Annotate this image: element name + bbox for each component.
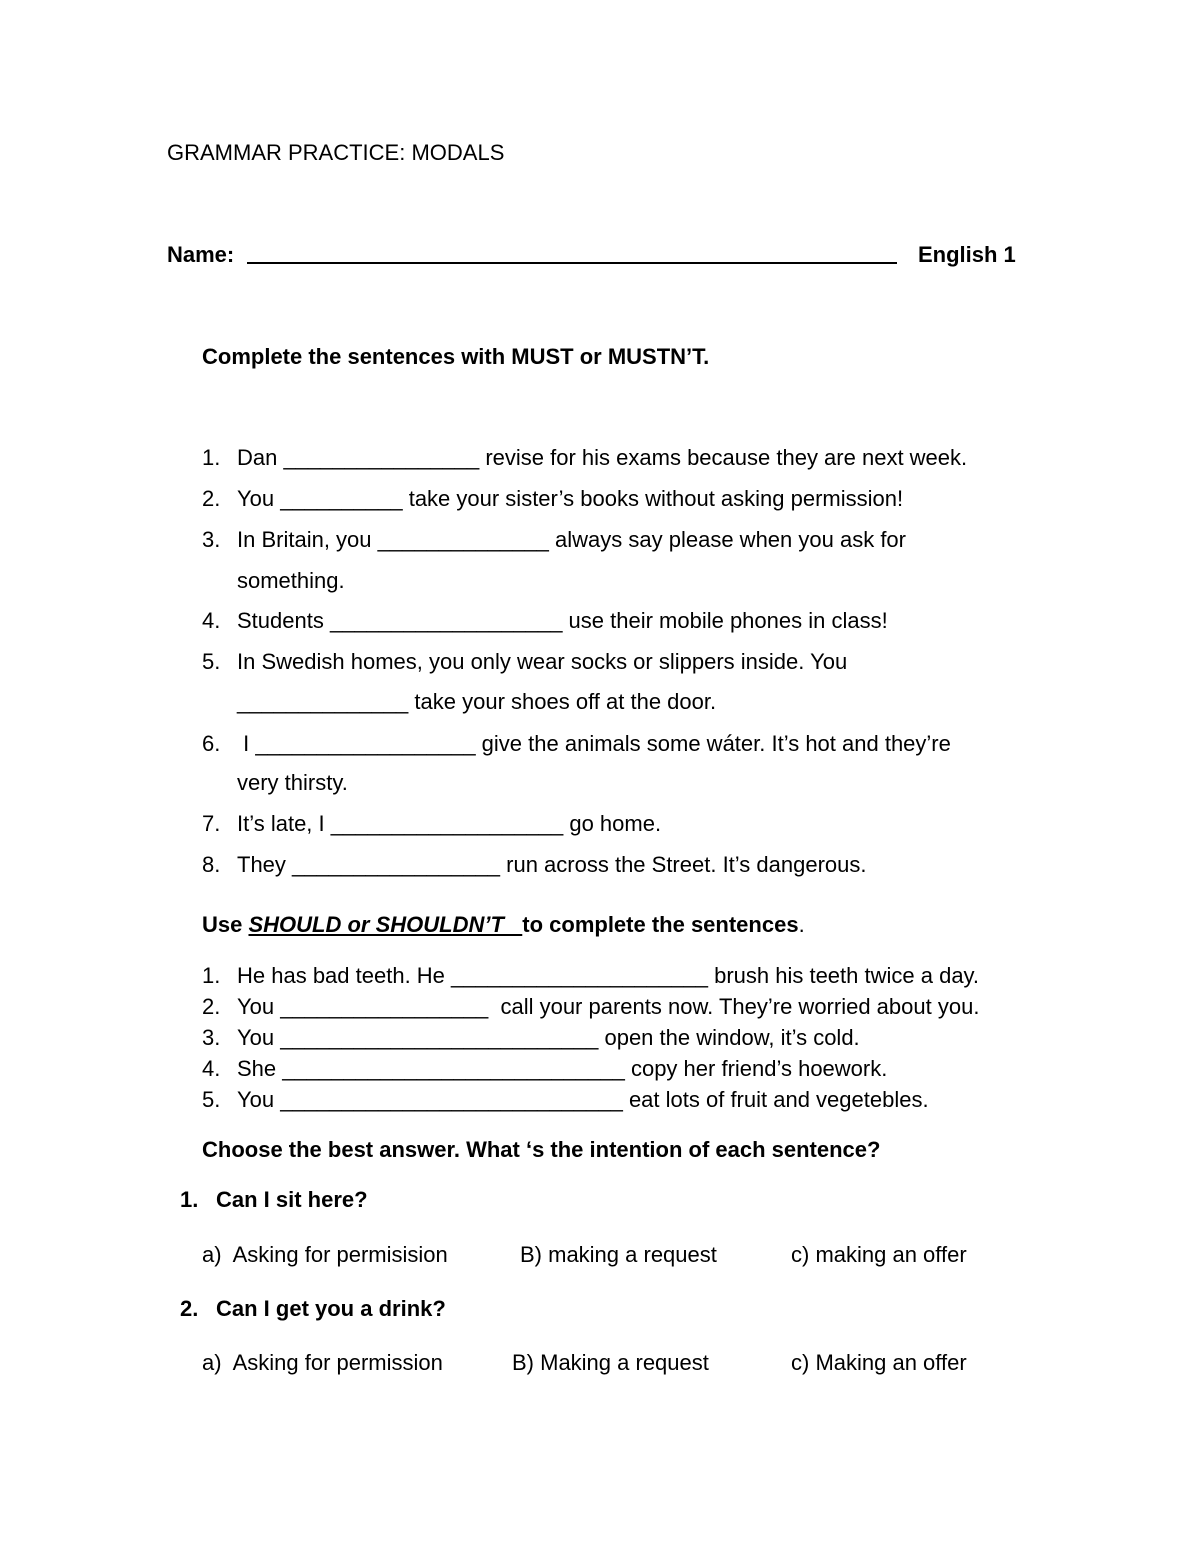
item-text: Students ___________________ use their mobile phones in class! — [237, 608, 888, 633]
heading-period: . — [798, 912, 805, 937]
name-label: Name: — [167, 242, 235, 267]
option-b: B) Making a request — [512, 1350, 709, 1375]
item-text-continued: very thirsty. — [237, 770, 348, 795]
item-number: 4. — [202, 608, 221, 633]
option-a: a) Asking for permission — [202, 1350, 443, 1375]
item-number: 3. — [202, 1025, 221, 1050]
item-number: 2. — [202, 994, 221, 1019]
heading-emphasis: SHOULD or SHOULDN’T — [248, 912, 523, 937]
item-text: You __________________________ open the window, it’s cold. — [237, 1025, 860, 1050]
option-a: a) Asking for permisision — [202, 1242, 448, 1267]
item-number: 8. — [202, 852, 221, 877]
question-number: 1. — [180, 1187, 199, 1212]
item-number: 5. — [202, 649, 221, 674]
item-text: You ____________________________ eat lots of fruit and vegetebles. — [237, 1087, 929, 1112]
course-label: English 1 — [918, 242, 1016, 267]
question-number: 2. — [180, 1296, 199, 1321]
heading-suffix: to complete the sentences — [522, 912, 799, 937]
heading-prefix: Use — [202, 912, 249, 937]
item-text: Dan ________________ revise for his exams because they are next week. — [237, 445, 968, 470]
option-b: B) making a request — [520, 1242, 717, 1267]
question-text: Can I get you a drink? — [216, 1296, 446, 1321]
item-number: 4. — [202, 1056, 221, 1081]
item-number: 7. — [202, 811, 221, 836]
section2-heading — [202, 912, 805, 938]
item-number: 1. — [202, 445, 221, 470]
question-text: Can I sit here? — [216, 1187, 368, 1212]
item-number: 2. — [202, 486, 221, 511]
item-text: In Swedish homes, you only wear socks or slippers inside. You — [237, 649, 848, 674]
item-text-continued: ______________ take your shoes off at the door. — [237, 689, 717, 714]
item-text: You __________ take your sister’s books without asking permission! — [237, 486, 904, 511]
item-text: I __________________ give the animals some wáter. It’s hot and they’re — [237, 731, 951, 756]
option-c: c) Making an offer — [791, 1350, 967, 1375]
item-number: 5. — [202, 1087, 221, 1112]
section3-heading: Choose the best answer. What ‘s the intention of each sentence? — [202, 1137, 881, 1162]
item-text: It’s late, I ___________________ go home. — [237, 811, 662, 836]
item-number: 3. — [202, 527, 221, 552]
item-text: She ____________________________ copy her friend’s hoework. — [237, 1056, 888, 1081]
item-text-continued: something. — [237, 568, 345, 593]
item-text: You _________________ call your parents now. They’re worried about you. — [237, 994, 980, 1019]
item-number: 1. — [202, 963, 221, 988]
item-number: 6. — [202, 731, 221, 756]
option-c: c) making an offer — [791, 1242, 967, 1267]
item-text: He has bad teeth. He _____________________ brush his teeth twice a day. — [237, 963, 980, 988]
name-blank-line — [247, 262, 897, 264]
section1-heading: Complete the sentences with MUST or MUSTN’T. — [202, 344, 710, 369]
item-text: They _________________ run across the Street. It’s dangerous. — [237, 852, 867, 877]
item-text: In Britain, you ______________ always say please when you ask for — [237, 527, 906, 552]
page-title: GRAMMAR PRACTICE: MODALS — [167, 140, 505, 165]
